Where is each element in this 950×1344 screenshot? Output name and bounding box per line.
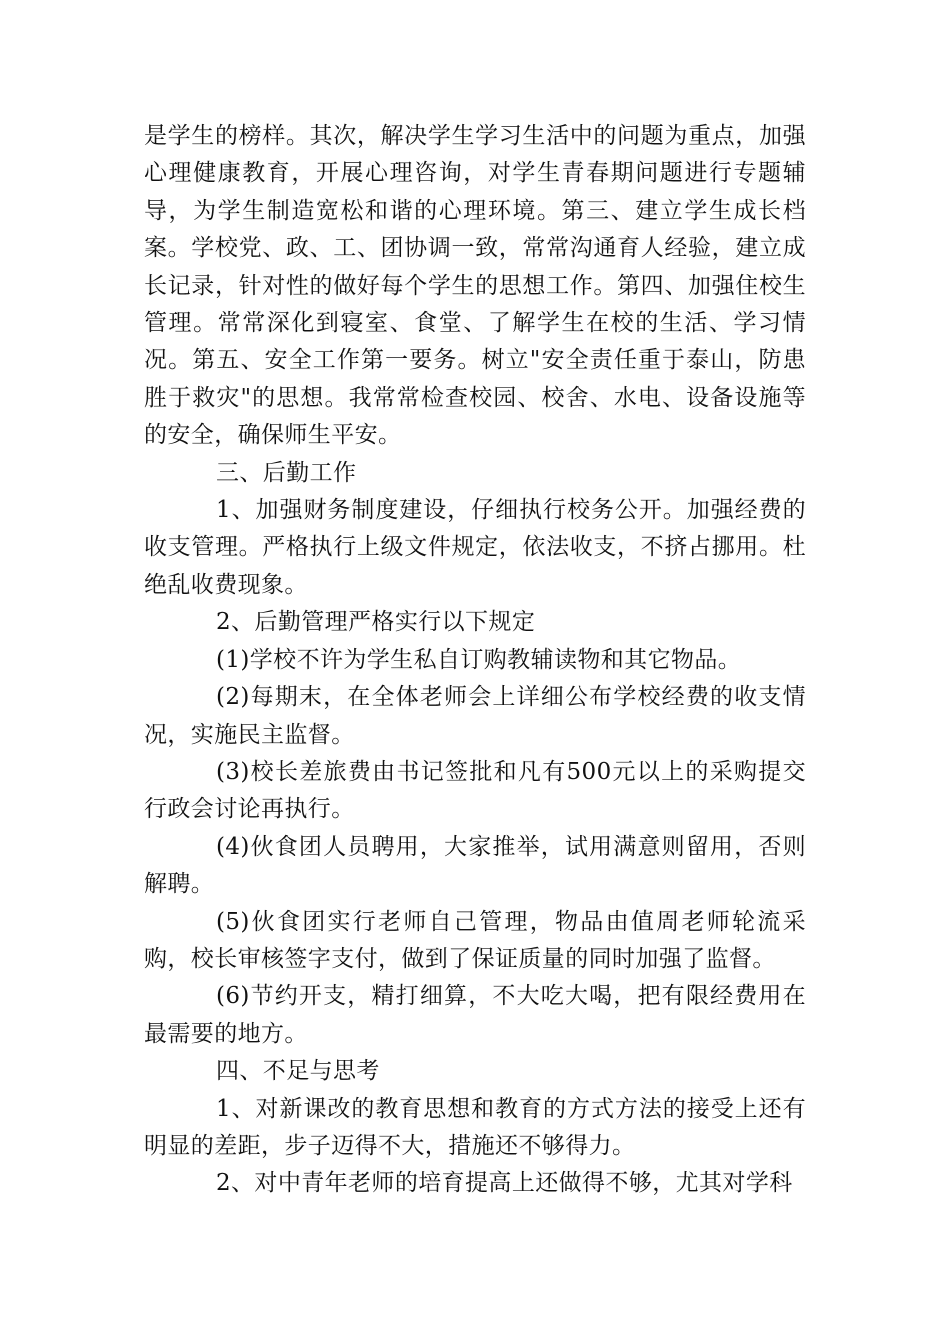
list-item-rule-4: (4)伙食团人员聘用，大家推举，试用满意则留用，否则解聘。	[144, 833, 806, 898]
list-item-rule-5: (5)伙食团实行老师自己管理，物品由值周老师轮流采购，校长审核签字支付，做到了保证质量的同时加强了监督。	[144, 908, 806, 972]
paragraph-shortcoming-1: 1、对新课改的教育思想和教育的方式方法的接受上还有明显的差距，步子迈得不大，措施还不够得力。	[144, 1095, 806, 1159]
section-heading-shortcomings: 四、不足与思考	[216, 1058, 380, 1085]
list-item-rule-6: (6)节约开支，精打细算，不大吃大喝，把有限经费用在最需要的地方。	[144, 983, 806, 1047]
document-body	[144, 118, 806, 1203]
section-heading-logistics: 三、后勤工作	[216, 459, 357, 486]
paragraph-finance-system: 1、加强财务制度建设，仔细执行校务公开。加强经费的收支管理。严格执行上级文件规定，依法收支，不挤占挪用。杜绝乱收费现象。	[144, 497, 806, 598]
list-item-rule-3: (3)校长差旅费由书记签批和凡有500元以上的采购提交行政会讨论再执行。	[144, 758, 806, 823]
list-item-rule-1: (1)学校不许为学生私自订购教辅读物和其它物品。	[216, 646, 742, 673]
paragraph-shortcoming-2: 2、对中青年老师的培育提高上还做得不够，尤其对学科	[216, 1170, 793, 1197]
paragraph-logistics-rules-intro: 2、后勤管理严格实行以下规定	[216, 609, 536, 636]
paragraph-student-work-continued: 是学生的榜样。其次，解决学生学习生活中的问题为重点，加强心理健康教育，开展心理咨询，对学生青春期问题进行专题辅导，为学生制造宽松和谐的心理环境。第三、建立学生成长档案。学校党、政、工、团协调一致，常常沟通育人经验，建立成长记录，针对性的做好每个学生的思想工作。第四、加强住校生管理。常常深化到寝室、食堂、了解学生在校的生活、学习情况。第五、安全工作第一要务。树立"安全责任重于泰山，防患胜于救灾"的思想。我常常检查校园、校舍、水电、设备设施等的安全，确保师生平安。	[144, 123, 806, 449]
list-item-rule-2: (2)每期末，在全体老师会上详细公布学校经费的收支情况，实施民主监督。	[144, 684, 806, 748]
